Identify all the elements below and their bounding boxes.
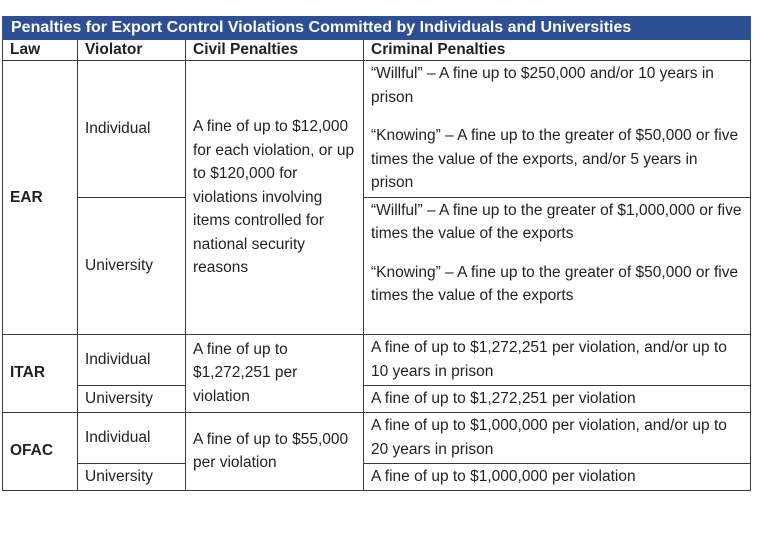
header-row: [3, 40, 751, 61]
law-ear: EAR: [3, 61, 78, 335]
criminal-ear-individual: [364, 61, 751, 198]
ear-individual-knowing: “Knowing” – A fine up to the greater of $50,000 or five times the value of the exports, and/or 5 years in prison: [371, 127, 739, 191]
civil-ofac: A fine of up to $55,000 per violation: [186, 412, 364, 490]
criminal-itar-university: A fine of up to $1,272,251 per violation: [364, 385, 751, 412]
violator-ear-university: University: [78, 197, 186, 334]
civil-itar: A fine of up to $1,272,251 per violation: [186, 334, 364, 412]
table-row-ear-university: [3, 197, 751, 334]
table-row-ofac-university: [3, 463, 751, 490]
criminal-ear-university: [364, 197, 751, 334]
header-violator: Violator: [78, 40, 186, 61]
table-title: Penalties for Export Control Violations Committed by Individuals and Universities: [3, 17, 751, 40]
violator-ofac-university: University: [78, 463, 186, 490]
violator-ofac-individual: Individual: [78, 412, 186, 463]
penalties-table-container: [2, 16, 750, 491]
ear-university-willful: “Willful” – A fine up to the greater of $1,000,000 or five times the value of the exports: [371, 201, 742, 242]
header-criminal: Criminal Penalties: [364, 40, 751, 61]
table-row-ear-individual: [3, 61, 751, 198]
header-law: Law: [3, 40, 78, 61]
header-civil: Civil Penalties: [186, 40, 364, 61]
law-ofac: OFAC: [3, 412, 78, 490]
criminal-ofac-individual: A fine of up to $1,000,000 per violation, and/or up to 20 years in prison: [364, 412, 751, 463]
penalties-table: [2, 16, 751, 491]
violator-itar-individual: Individual: [78, 334, 186, 385]
civil-ear: A fine of up to $12,000 for each violation, or up to $120,000 for violations involving items controlled for national security reasons: [186, 61, 364, 335]
violator-itar-university: University: [78, 385, 186, 412]
law-itar: ITAR: [3, 334, 78, 412]
criminal-itar-individual: A fine of up to $1,272,251 per violation, and/or up to 10 years in prison: [364, 334, 751, 385]
ear-university-knowing: “Knowing” – A fine up to the greater of $50,000 or five times the value of the exports: [371, 263, 739, 304]
criminal-ofac-university: A fine of up to $1,000,000 per violation: [364, 463, 751, 490]
table-row-itar-university: [3, 385, 751, 412]
ear-individual-willful: “Willful” – A fine up to $250,000 and/or 10 years in prison: [371, 65, 714, 106]
table-row-itar-individual: [3, 334, 751, 385]
violator-ear-individual: Individual: [78, 61, 186, 198]
table-row-ofac-individual: [3, 412, 751, 463]
